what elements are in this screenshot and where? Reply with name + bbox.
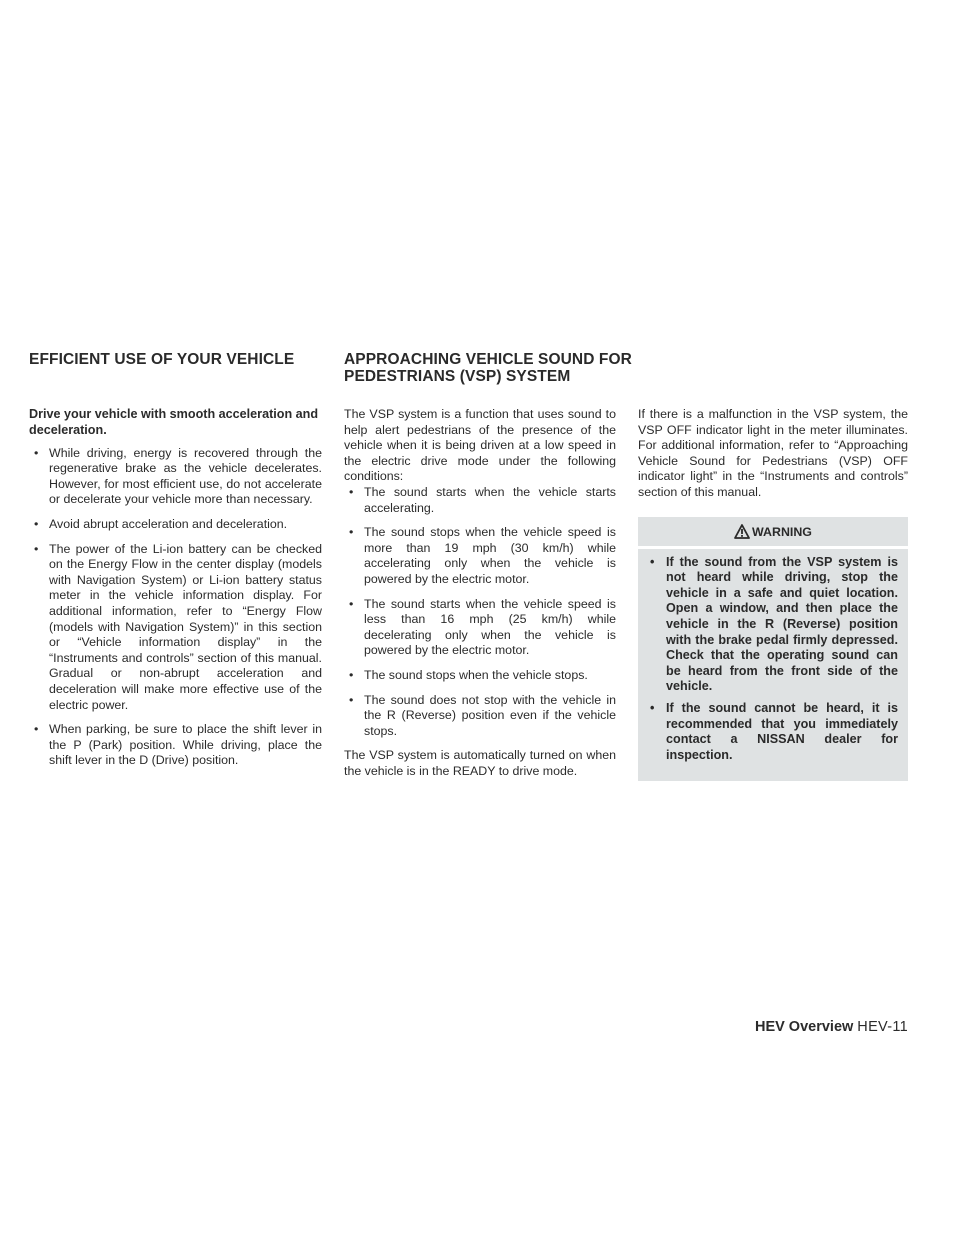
warning-divider [638,546,908,549]
list-item-text: The power of the Li-ion battery can be checked on the Energy Flow in the center display (models with Navigation System) or Li-ion battery status meter in the vehicle information display. For additional information, refer to “Energy Flow (models with Navigation System)” in this section or “Vehicle information display” in the “Instruments and controls” section of this manual. Gradual or non-abrupt acceleration and deceleration will make more effective use of the electric power. [49,541,322,712]
list-item-text: Avoid abrupt acceleration and deceleration. [49,516,288,531]
warning-triangle-icon [734,525,752,539]
bullet-marker: • [650,700,655,715]
bullet-marker: • [34,516,39,531]
bullet-marker: • [349,667,354,682]
vsp-conditions-list [344,485,616,739]
list-item-text: If the sound cannot be heard, it is recommended that you immediately contact a NISSAN dealer for inspection. [666,700,898,762]
bullet-marker: • [34,541,39,556]
list-item [344,485,616,516]
list-item [344,668,616,684]
footer-section: HEV Overview [754,1019,854,1035]
bullet-marker: • [34,722,39,737]
section-title-efficient-use: EFFICIENT USE OF YOUR VEHICLE [29,351,295,368]
column-vsp [344,407,616,779]
warning-title: WARNING [752,524,812,539]
list-item-text: The sound stops when the vehicle speed is more than 19 mph (30 km/h) while accelerating only when the vehicle is powered by the electric motor. [364,525,616,586]
column-efficient-use [29,407,322,778]
list-item [646,701,898,763]
bullet-marker: • [349,484,354,499]
efficient-use-list [29,446,322,769]
list-item-text: While driving, energy is recovered through the regenerative brake as the vehicle decelerates. However, for most efficient use, do not accelerate or decelerate your vehicle more than necessary. [49,445,322,507]
page-footer [755,1018,908,1036]
column-vsp-malfunction [638,407,908,781]
list-item [344,597,616,659]
list-item [29,542,322,714]
list-item-text: When parking, be sure to place the shift lever in the P (Park) position. While driving, place the shift lever in the D (Drive) position. [49,722,322,768]
list-item [344,693,616,740]
bullet-marker: • [349,525,354,540]
warning-header [638,517,908,546]
list-item [29,517,322,533]
list-item-text: The sound stops when the vehicle stops. [364,667,588,682]
warning-list [638,555,908,764]
list-item [344,525,616,587]
bullet-marker: • [650,554,655,569]
vsp-auto-on: The VSP system is automatically turned on when the vehicle is in the READY to drive mode. [344,748,616,778]
list-item [646,555,898,695]
warning-box [638,517,908,782]
list-item-text: The sound starts when the vehicle starts accelerating. [364,484,616,515]
vsp-intro: The VSP system is a function that uses sound to help alert pedestrians of the presence of the vehicle when it is being driven at a low speed in the electric drive mode under the following conditions: [344,407,616,484]
list-item-text: The sound does not stop with the vehicle in the R (Reverse) position even if the vehicle stops. [364,692,616,738]
page-number: HEV-11 [857,1019,908,1035]
list-item [29,446,322,508]
efficient-use-lead: Drive your vehicle with smooth acceleration and deceleration. [29,407,319,437]
bullet-marker: • [349,596,354,611]
list-item-text: If the sound from the VSP system is not heard while driving, stop the vehicle in a safe and quiet location. Open a window, and then place the vehicle in the R (Reverse) position with the brake pedal firmly depressed. Check that the operating sound can be heard from the front side of the vehicle. [666,554,898,694]
section-title-vsp: APPROACHING VEHICLE SOUND FOR PEDESTRIANS (VSP) SYSTEM [344,351,632,385]
list-item [29,722,322,769]
list-item-text: The sound starts when the vehicle speed is less than 16 mph (25 km/h) while decelerating only when the vehicle is powered by the electric motor. [364,596,616,658]
bullet-marker: • [349,692,354,707]
vsp-malfunction: If there is a malfunction in the VSP system, the VSP OFF indicator light in the meter illuminates. For additional information, refer to “Approaching Vehicle Sound for Pedestrians (VSP) OFF indicator light” in the “Instruments and controls” section of this manual. [638,407,908,499]
bullet-marker: • [34,445,39,460]
